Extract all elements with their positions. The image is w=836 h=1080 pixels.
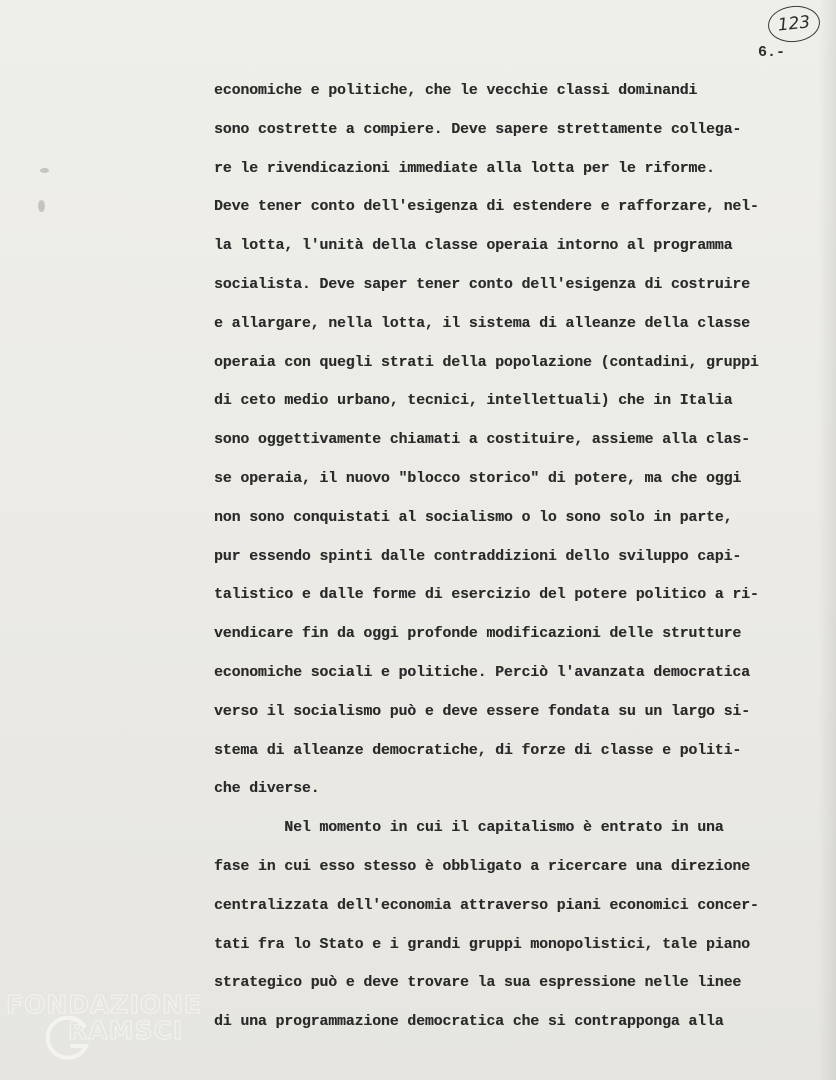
text-line: tati fra lo Stato e i grandi gruppi monopolistici, tale piano: [214, 936, 750, 953]
text-line: talistico e dalle forme di esercizio del potere politico a ri-: [214, 587, 759, 604]
text-line: sono oggettivamente chiamati a costituire, assieme alla clas-: [214, 432, 750, 449]
fondazione-gramsci-watermark: [6, 990, 206, 1070]
text-line: re le rivendicazioni immediate alla lotta per le riforme.: [214, 160, 715, 177]
text-line: Nel momento in cui il capitalismo è entrato in una: [214, 820, 724, 837]
page-number: 6.-: [758, 44, 786, 61]
watermark-line-1: FONDAZIONE: [6, 990, 203, 1019]
text-line: vendicare fin da oggi profonde modificazioni delle strutture: [214, 626, 742, 643]
text-line: di una programmazione democratica che si contrapponga alla: [214, 1014, 724, 1031]
text-line: non sono conquistati al socialismo o lo sono solo in parte,: [214, 509, 733, 526]
text-line: strategico può e deve trovare la sua espressione nelle linee: [214, 975, 742, 992]
text-line: di ceto medio urbano, tecnici, intellettuali) che in Italia: [214, 393, 733, 410]
text-line: verso il socialismo può e deve essere fondata su un largo si-: [214, 703, 750, 720]
typewritten-body: [214, 80, 826, 1050]
text-line: e allargare, nella lotta, il sistema di alleanze della classe: [214, 315, 750, 332]
text-line: stema di alleanze democratiche, di forze di classe e politi-: [214, 742, 742, 759]
text-line: se operaia, il nuovo "blocco storico" di potere, ma che oggi: [214, 470, 742, 487]
text-line: centralizzata dell'economia attraverso piani economici concer-: [214, 897, 759, 914]
text-line: economiche e politiche, che le vecchie classi dominandi: [214, 83, 698, 99]
paper-speck: [38, 200, 45, 212]
archive-number: 123: [776, 12, 812, 36]
watermark-line-2: RAMSCI: [68, 1016, 184, 1045]
text-line: economiche sociali e politiche. Perciò l'avanzata democratica: [214, 664, 750, 681]
text-line: Deve tener conto dell'esigenza di estendere e rafforzare, nel-: [214, 199, 759, 216]
text-line: che diverse.: [214, 781, 320, 798]
text-line: socialista. Deve saper tener conto dell'esigenza di costruire: [214, 276, 750, 293]
text-line: pur essendo spinti dalle contraddizioni dello sviluppo capi-: [214, 548, 742, 565]
text-line: la lotta, l'unità della classe operaia intorno al programma: [214, 238, 733, 255]
paper-speck: [40, 168, 49, 173]
text-line: operaia con quegli strati della popolazione (contadini, gruppi: [214, 354, 759, 371]
text-line: sono costrette a compiere. Deve sapere strettamente collega-: [214, 121, 742, 138]
text-line: fase in cui esso stesso è obbligato a ricercare una direzione: [214, 858, 750, 875]
archive-number-stamp: [766, 3, 821, 44]
